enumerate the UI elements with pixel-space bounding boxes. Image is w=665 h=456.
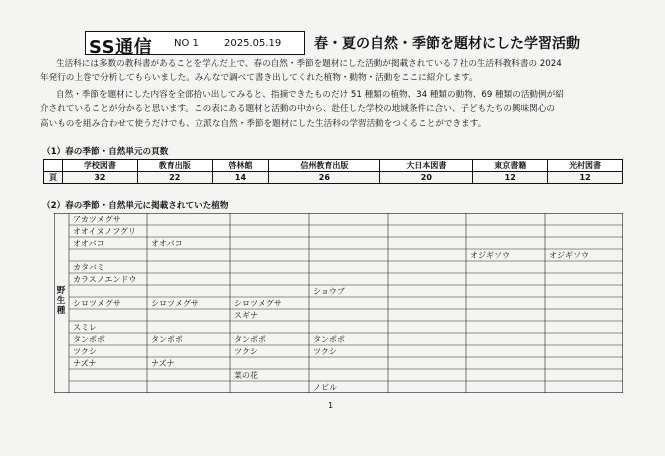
intro-line-4: 介されていることが分かると思います。この表にある題材と活動の中から、赴任した学校の地域条件に合い、子どもたちの興味関心の: [40, 104, 555, 114]
plant-entry: シロツメグサ: [234, 299, 282, 308]
headline: 春・夏の自然・季節を題材にした学習活動: [314, 36, 580, 52]
plant-entry: オジギソウ: [549, 251, 589, 260]
plant-entry: ナズナ: [73, 359, 97, 368]
page-count: 22: [137, 172, 212, 184]
plant-entry: 菜の花: [234, 371, 258, 380]
plant-entry: タンポポ: [151, 335, 183, 344]
intro-line-3: 自然・季節を題材にした内容を全部拾い出してみると、指摘できたものだけ 51 種類の植物、34 種類の動物、69 種類の活動例が紹: [56, 90, 564, 100]
publisher-header-row: [44, 160, 623, 172]
plant-entry: オオバコ: [151, 239, 183, 248]
plant-entry: カタバミ: [73, 263, 105, 272]
plant-entry: オオイヌノフグリ: [73, 227, 136, 236]
publisher-name: 信州教育出版: [269, 160, 380, 172]
plant-entry: タンポポ: [73, 335, 105, 344]
publisher-name: 教育出版: [137, 160, 212, 172]
plant-entry: タンポポ: [313, 335, 345, 344]
page-count: 20: [380, 172, 473, 184]
plant-entry: タンポポ: [234, 335, 266, 344]
plant-entry: ツクシ: [73, 347, 97, 356]
category-char: 生: [56, 296, 66, 306]
page-count-table: [43, 159, 623, 184]
publisher-name: 光村図書: [548, 160, 623, 172]
intro-line-5: 高いものを組み合わせて使うだけでも、立派な自然・季節を題材にした生活科の学習活動をつくることができます。: [40, 119, 487, 129]
plant-entry: ツクシ: [313, 347, 337, 356]
plant-entry: ノビル: [313, 383, 337, 392]
plant-entry: オジギソウ: [470, 251, 510, 260]
page-count: 14: [212, 172, 269, 184]
plant-entry: スミレ: [73, 323, 97, 332]
publisher-name: 啓林館: [212, 160, 269, 172]
plant-entry: ショウブ: [313, 287, 345, 296]
plant-entry: ナズナ: [151, 359, 175, 368]
intro-line-2: 年発行の上巻で分析してもらいました。みんなで調べて書き出してくれた植物・動物・活動をここに紹介します。: [40, 73, 478, 83]
newsletter-name: SS通信: [89, 37, 153, 58]
publisher-name: 東京書籍: [473, 160, 548, 172]
category-label: [55, 286, 67, 316]
plant-entry: スギナ: [234, 311, 258, 320]
category-char: 野: [56, 286, 66, 296]
page-count: 26: [269, 172, 380, 184]
plant-table-grid: [54, 213, 623, 393]
plant-entry: カラスノエンドウ: [73, 275, 137, 284]
publisher-name: 学校図書: [63, 160, 138, 172]
page-count: 12: [473, 172, 548, 184]
page-count: 32: [63, 172, 138, 184]
section-1-title: （1）春の季節・自然単元の頁数: [42, 147, 169, 157]
issue-number: NO 1: [174, 38, 199, 49]
page-count: 12: [548, 172, 623, 184]
publisher-name: 大日本図書: [380, 160, 473, 172]
row-label: 頁: [44, 172, 63, 184]
category-char: 種: [56, 306, 66, 316]
page-number: 1: [328, 401, 334, 410]
issue-date: 2025.05.19: [224, 38, 282, 49]
plant-entry: シロツメグサ: [73, 299, 121, 308]
plant-entry: ツクシ: [234, 347, 258, 356]
page-count-row: [44, 172, 623, 184]
plant-entry: シロツメグサ: [151, 299, 199, 308]
corner-cell: [44, 160, 63, 172]
plant-entry: オオバコ: [73, 239, 105, 248]
plant-entry: アカツメグサ: [73, 215, 121, 224]
section-2-title: （2）春の季節・自然単元に掲載されていた植物: [42, 201, 229, 211]
intro-line-1: 生活科には多数の教科書があることを学んだ上で、春の自然・季節を題材にした活動が掲載されている７社の生活科教科書の 2024: [56, 59, 562, 69]
